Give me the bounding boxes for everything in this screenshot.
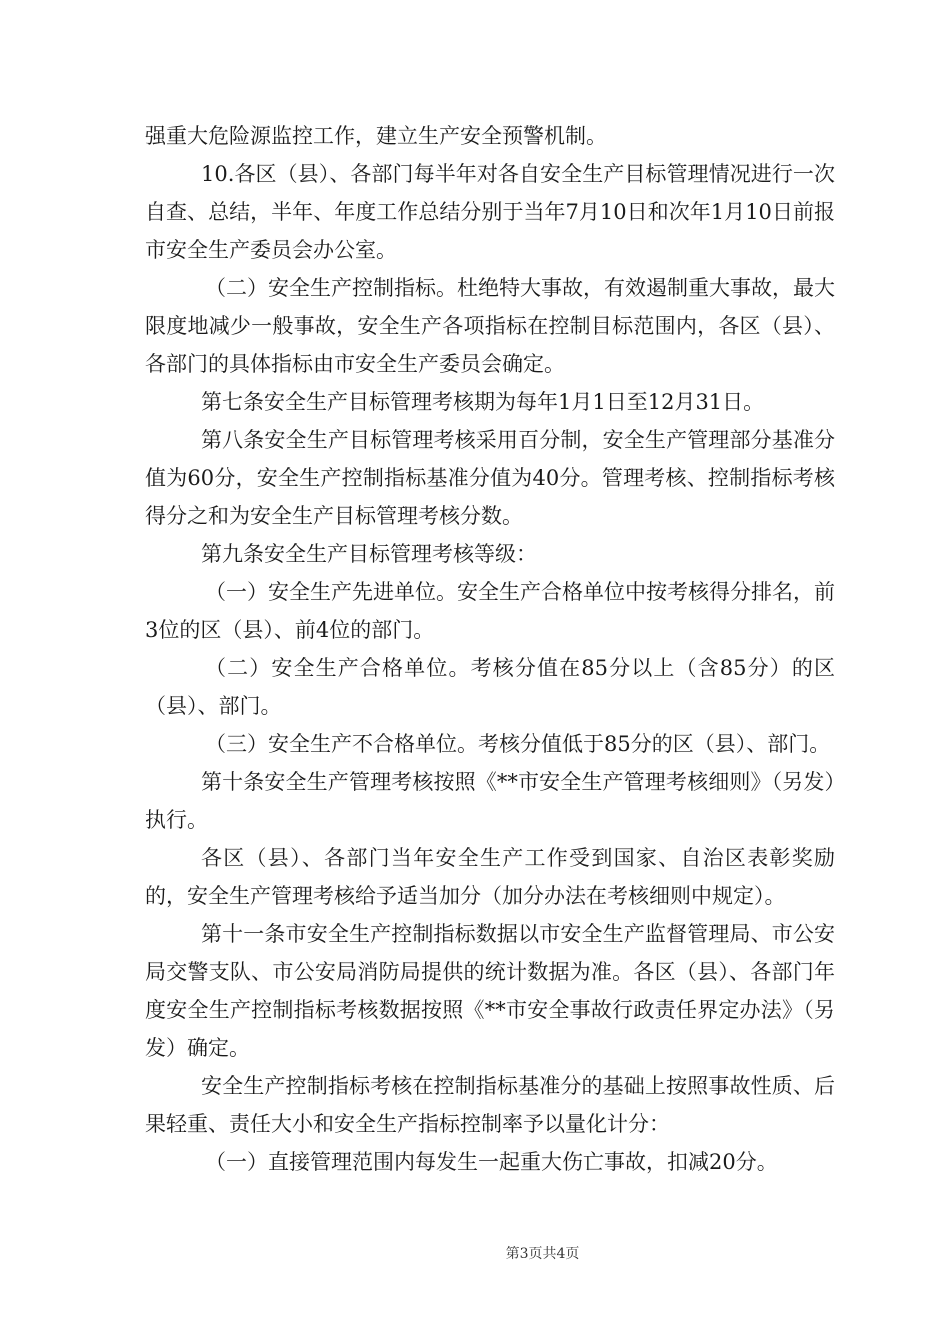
page-number: 第3页共4页 <box>505 1246 580 1262</box>
paragraph-article-7: 第七条安全生产目标管理考核期为每年1月1日至12月31日。 <box>201 390 765 414</box>
paragraph-continuation: 强重大危险源监控工作，建立生产安全预警机制。 <box>145 124 607 148</box>
paragraph-control-indicators: （二）安全生产控制指标。杜绝特大事故，有效遏制重大事故，最大限度地减少一般事故，安全生产各项指标在控制目标范围内，各区（县）、各部门的具体指标由市安全生产委员会确定。 <box>145 276 835 376</box>
paragraph-deduction-1: （一）直接管理范围内每发生一起重大伤亡事故，扣减20分。 <box>205 1150 778 1174</box>
paragraph-article-10: 第十条安全生产管理考核按照《**市安全生产管理考核细则》（另发）执行。 <box>145 770 835 832</box>
paragraph-article-8: 第八条安全生产目标管理考核采用百分制，安全生产管理部分基准分值为60分，安全生产控制指标基准分值为40分。管理考核、控制指标考核得分之和为安全生产目标管理考核分数。 <box>145 428 835 528</box>
document-body <box>145 117 835 1181</box>
paragraph-article-11: 第十一条市安全生产控制指标数据以市安全生产监督管理局、市公安局交警支队、市公安局消防局提供的统计数据为准。各区（县）、各部门年度安全生产控制指标考核数据按照《**市安全事故行政责任界定办法》（另发）确定。 <box>145 922 835 1060</box>
paragraph-scoring-method: 安全生产控制指标考核在控制指标基准分的基础上按照事故性质、后果轻重、责任大小和安全生产指标控制率予以量化计分： <box>145 1074 835 1136</box>
paragraph-grade-unqualified: （三）安全生产不合格单位。考核分值低于85分的区（县）、部门。 <box>205 732 831 756</box>
paragraph-grade-qualified: （二）安全生产合格单位。考核分值在85分以上（含85分）的区（县）、部门。 <box>145 656 835 718</box>
paragraph-article-9: 第九条安全生产目标管理考核等级： <box>201 542 537 566</box>
paragraph-grade-advanced: （一）安全生产先进单位。安全生产合格单位中按考核得分排名，前3位的区（县）、前4位的部门。 <box>145 580 835 642</box>
paragraph-bonus-points: 各区（县）、各部门当年安全生产工作受到国家、自治区表彰奖励的，安全生产管理考核给予适当加分（加分办法在考核细则中规定）。 <box>145 846 835 908</box>
paragraph-item-10: 10.各区（县）、各部门每半年对各自安全生产目标管理情况进行一次自查、总结，半年、年度工作总结分别于当年7月10日和次年1月10日前报市安全生产委员会办公室。 <box>145 162 835 262</box>
